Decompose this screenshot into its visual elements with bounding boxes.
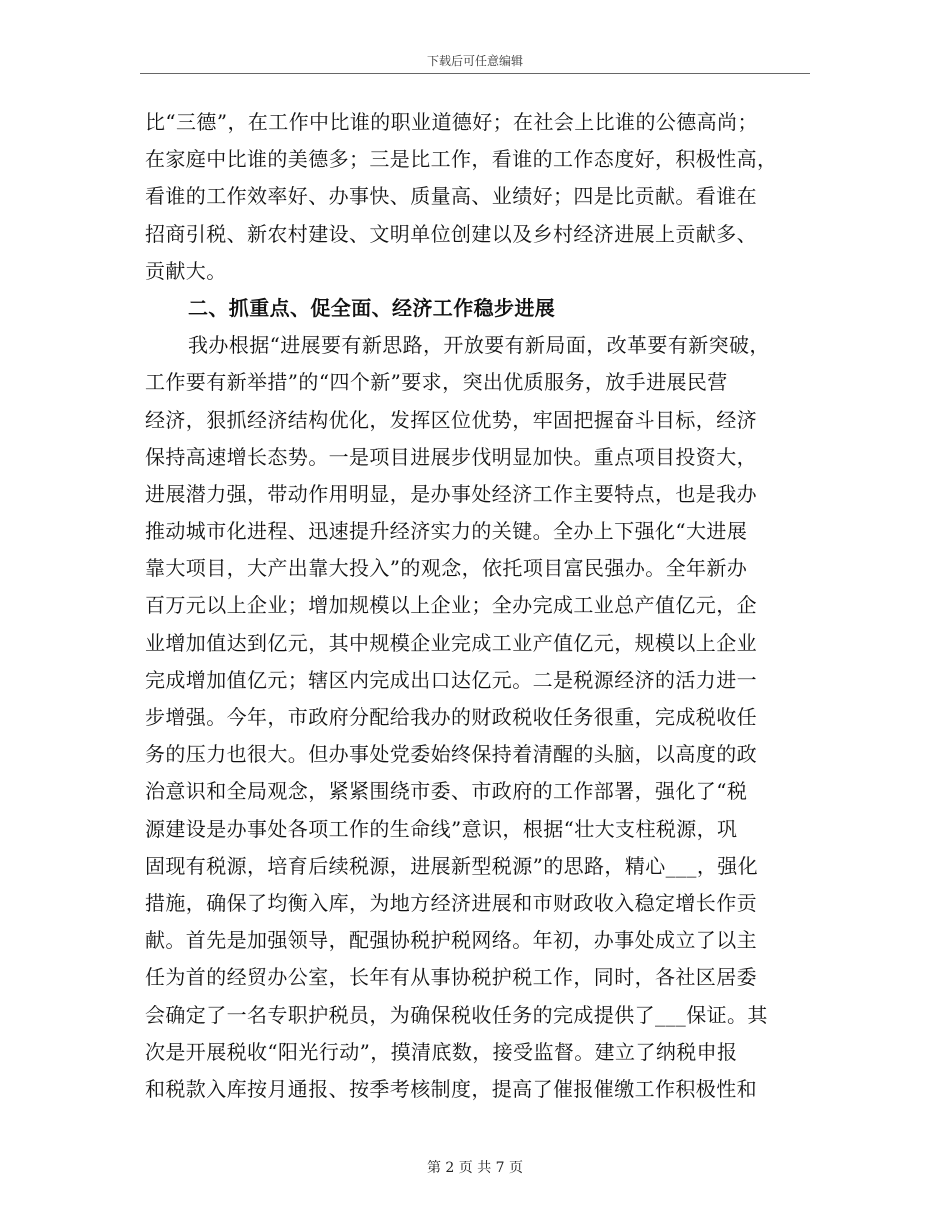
text-line: 会确定了一名专职护税员，为确保税收任务的完成提供了___保证。其	[145, 1002, 768, 1027]
text-line: 献。首先是加强领导，配强协税护税网络。年初，办事处成立了以主	[145, 928, 757, 953]
document-body	[145, 104, 805, 1108]
text-line: 靠大项目，大产出靠大投入”的观念，依托项目富民强办。全年新办	[145, 556, 748, 581]
text-line: 务的压力也很大。但办事处党委始终保持着清醒的头脑，以高度的政	[145, 742, 757, 767]
page-header: 下载后可任意编辑	[426, 54, 523, 68]
text-line: 经济，狠抓经济结构优化，发挥区位优势，牢固把握奋斗目标，经济	[145, 407, 757, 432]
text-line: 和税款入库按月通报、按季考核制度，提高了催报催缴工作积极性和	[145, 1076, 757, 1101]
text-line: 保持高速增长态势。一是项目进展步伐明显加快。重点项目投资大，	[145, 444, 757, 469]
text-line: 比“三德”，在工作中比谁的职业道德好；在社会上比谁的公德高尚；	[145, 110, 758, 134]
text-line: 在家庭中比谁的美德多；三是比工作，看谁的工作态度好，积极性高，	[145, 147, 778, 172]
text-line: 推动城市化进程、迅速提升经济实力的关键。全办上下强化“大进展	[145, 519, 748, 544]
text-line: 源建设是办事处各项工作的生命线”意识，根据“壮大支柱税源，巩	[145, 816, 738, 841]
text-line: 工作要有新举措”的“四个新”要求，突出优质服务，放手进展民营	[145, 370, 728, 395]
text-line: 贡献大。	[145, 258, 227, 283]
header-divider	[140, 73, 810, 74]
page-footer: 第 2 页 共 7 页	[426, 1160, 524, 1176]
text-line: 措施，确保了均衡入库，为地方经济进展和市财政收入稳定增长作贡	[145, 890, 757, 915]
text-line: 招商引税、新农村建设、文明单位创建以及乡村经济进展上贡献多、	[145, 221, 757, 246]
paragraph-2	[145, 327, 805, 1108]
text-line: 完成增加值亿元；辖区内完成出口达亿元。二是税源经济的活力进一	[145, 667, 757, 692]
text-line: 进展潜力强，带动作用明显，是办事处经济工作主要特点，也是我办	[145, 481, 757, 506]
text-line: 我办根据“进展要有新思路，开放要有新局面，改革要有新突破，	[188, 333, 770, 358]
text-line: 百万元以上企业；增加规模以上企业；全办完成工业总产值亿元，企	[145, 593, 757, 618]
text-line: 次是开展税收“阳光行动”，摸清底数，接受监督。建立了纳税申报	[145, 1039, 738, 1064]
section-heading: 二、抓重点、促全面、经济工作稳步进展	[188, 295, 556, 320]
paragraph-1	[145, 104, 805, 290]
text-line: 业增加值达到亿元，其中规模企业完成工业产值亿元，规模以上企业	[145, 630, 757, 655]
text-line: 固现有税源，培育后续税源，进展新型税源”的思路，精心___，强化	[145, 853, 759, 878]
text-line: 任为首的经贸办公室，长年有从事协税护税工作，同时，各社区居委	[145, 965, 757, 990]
text-line: 治意识和全局观念，紧紧围绕市委、市政府的工作部署，强化了“税	[145, 779, 748, 804]
text-line: 看谁的工作效率好、办事快、质量高、业绩好；四是比贡献。看谁在	[145, 184, 757, 209]
text-line: 步增强。今年，市政府分配给我办的财政税收任务很重，完成税收任	[145, 705, 757, 729]
